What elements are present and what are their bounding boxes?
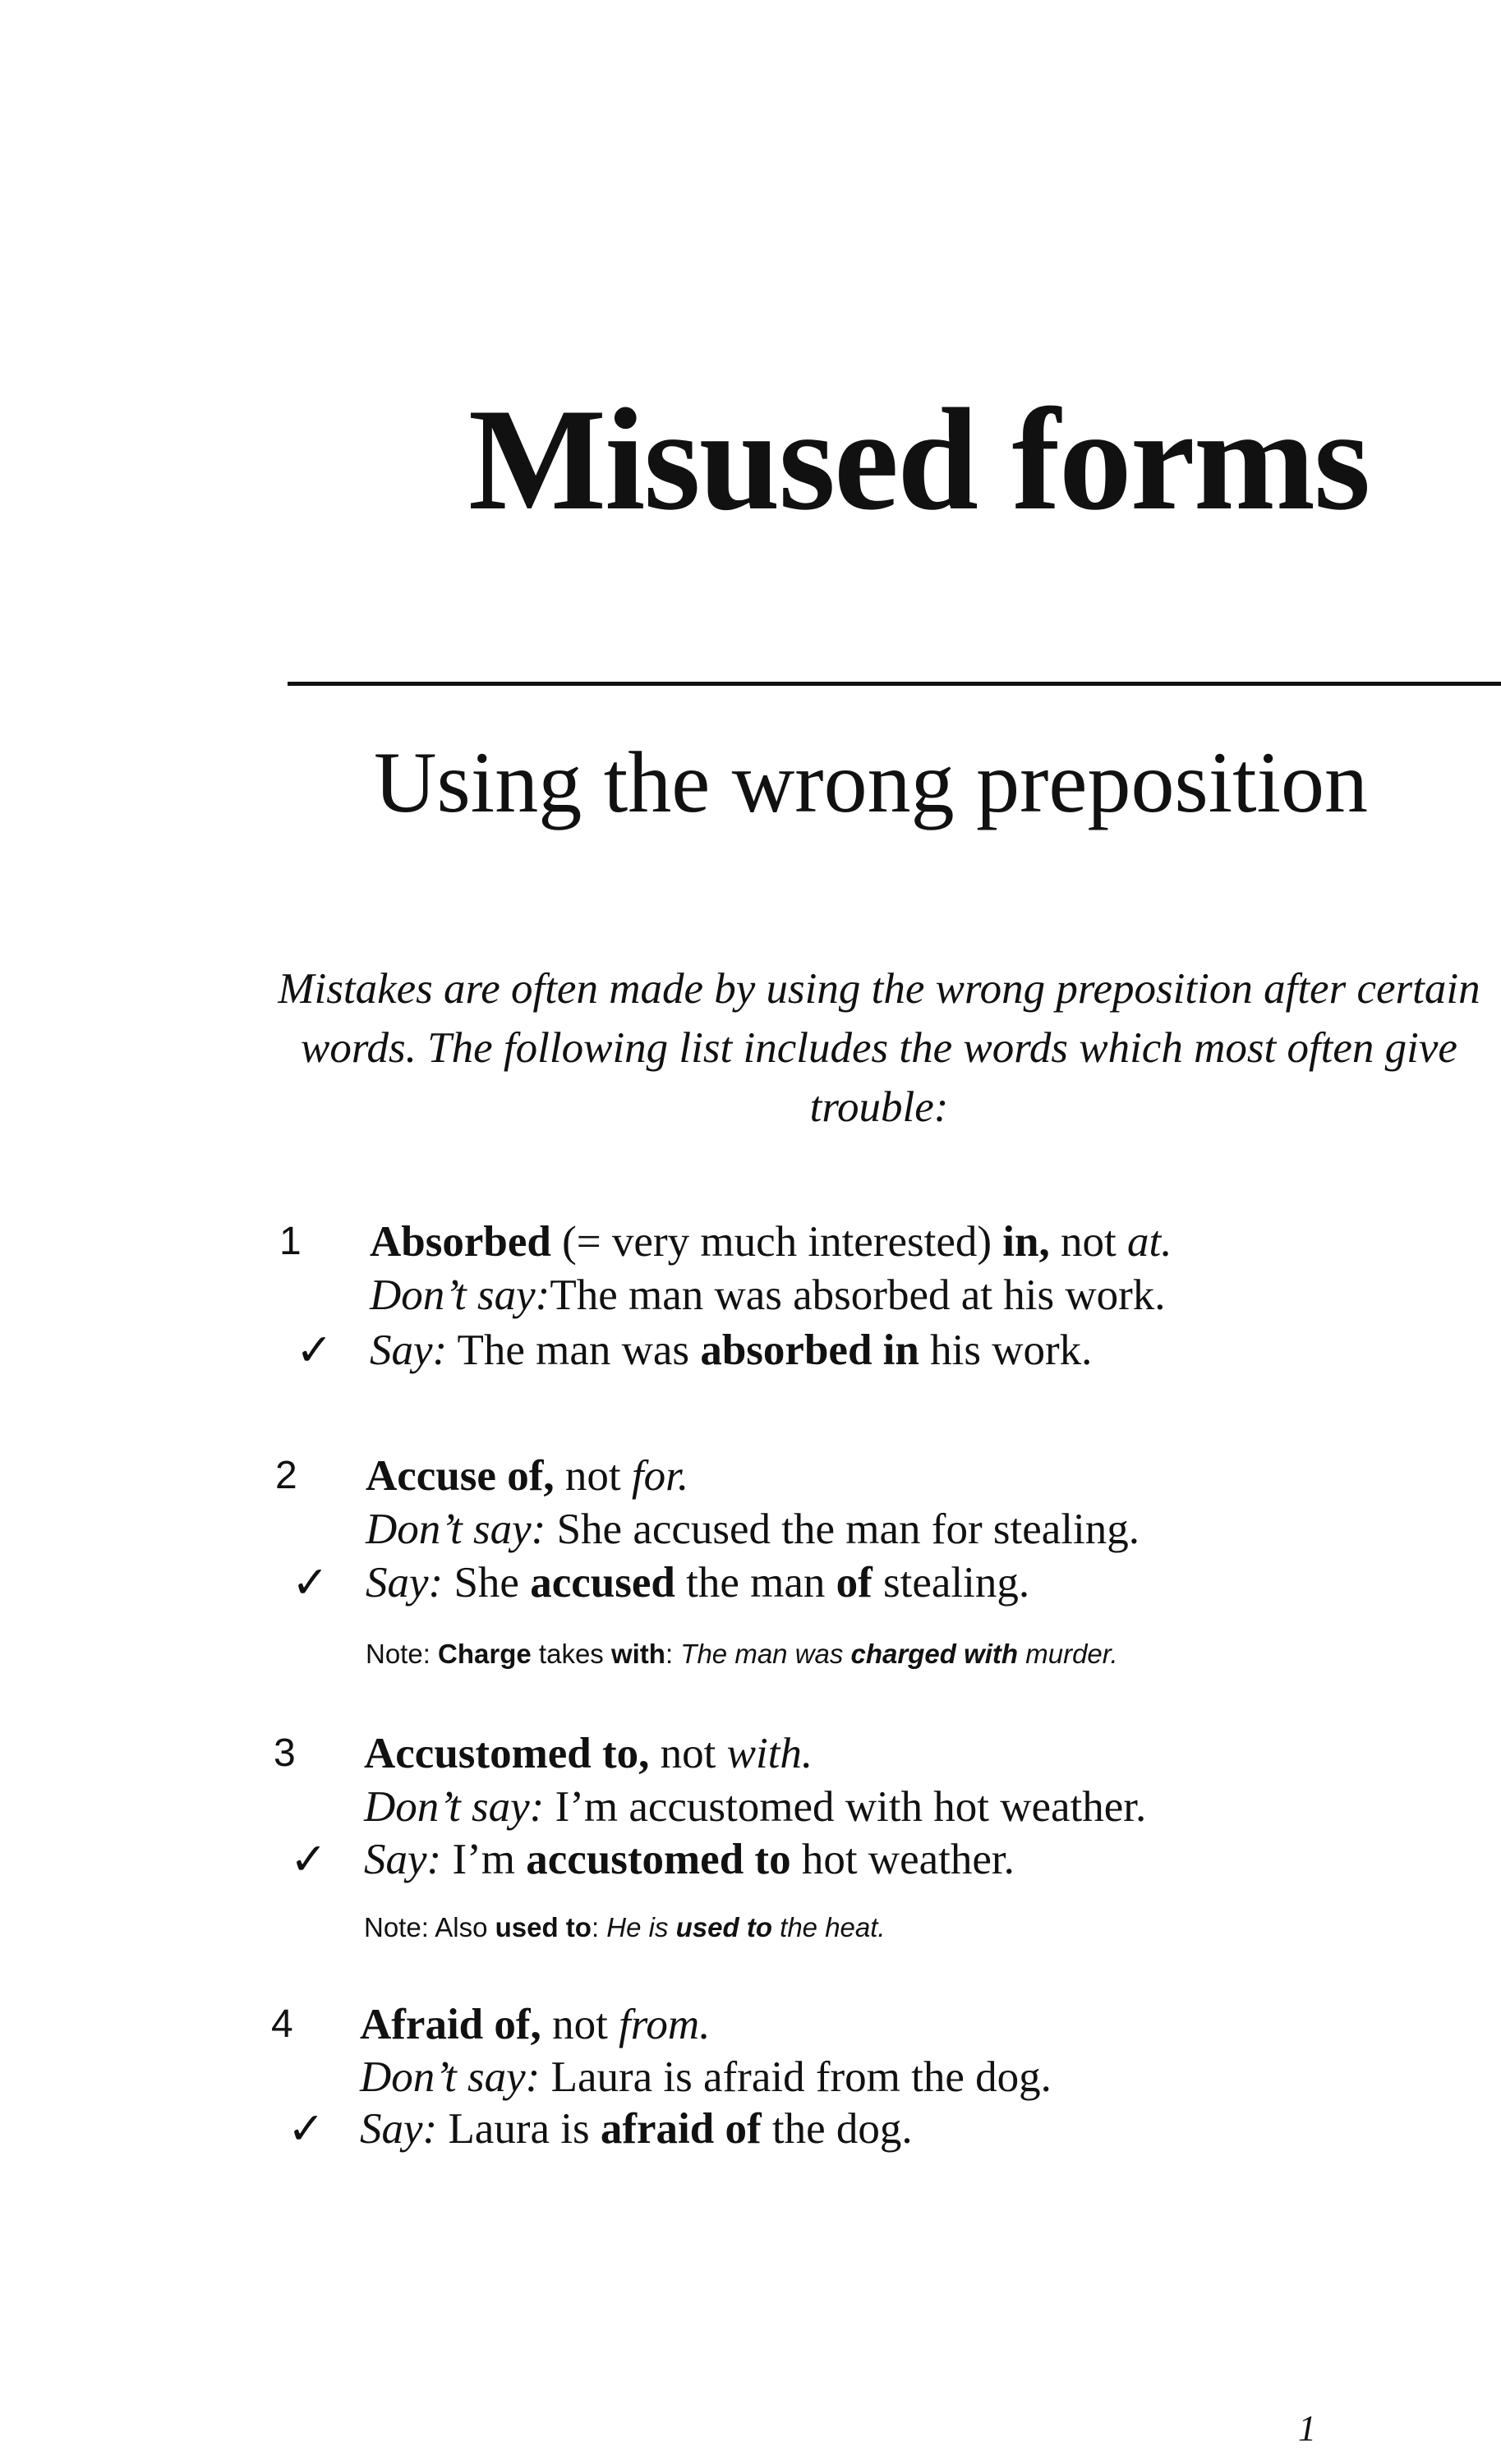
- wrong-preposition: with.: [726, 1730, 813, 1777]
- entry-heading: Afraid of, not from.: [360, 2001, 711, 2048]
- entry-heading: Accuse of, not for.: [366, 1452, 689, 1500]
- dont-say-sentence: Laura is afraid from the dog.: [540, 2053, 1052, 2101]
- dont-say-line: [366, 1503, 1140, 1556]
- wrong-preposition: for.: [631, 1452, 689, 1500]
- entry-number: 4: [271, 2002, 293, 2046]
- intro-paragraph: Mistakes are often made by using the wrong preposition after certain words. The following list includes the words which most often give trouble:: [278, 965, 1480, 1131]
- dont-say-label: Don’t say:: [366, 1506, 546, 1553]
- entry-heading: Accustomed to, not with.: [364, 1730, 813, 1777]
- say-line: Say: She accused the man of stealing.: [366, 1559, 1030, 1607]
- dont-say-line: [370, 1269, 1166, 1322]
- section-title: Using the wrong preposition: [374, 734, 1369, 830]
- say-label: Say:: [366, 1559, 444, 1607]
- entry-number: 1: [279, 1220, 302, 1263]
- dont-say-label: Don’t say:: [364, 1783, 545, 1831]
- dont-say-line: [364, 1781, 1146, 1833]
- entry-heading: Absorbed (= very much interested) in, not at.: [370, 1218, 1172, 1266]
- preposition: in,: [1002, 1218, 1050, 1266]
- dont-say-sentence: The man was absorbed at his work.: [550, 1271, 1166, 1319]
- dont-say-sentence: She accused the man for stealing.: [546, 1506, 1140, 1553]
- check-icon: ✓: [288, 2104, 325, 2154]
- say-label: Say:: [360, 2105, 438, 2153]
- note: Note: Also used to: He is used to the heat.: [364, 1912, 886, 1942]
- say-line: Say: The man was absorbed in his work.: [370, 1326, 1093, 1374]
- entry-number: 3: [274, 1731, 296, 1775]
- dont-say-label: Don’t say:: [360, 2053, 541, 2101]
- headword: Accustomed to,: [364, 1730, 650, 1777]
- headword: Absorbed: [370, 1218, 551, 1266]
- note: Note: Charge takes with: The man was charged with murder.: [366, 1639, 1118, 1669]
- dont-say-label: Don’t say:: [370, 1271, 550, 1319]
- check-icon: ✓: [296, 1326, 334, 1375]
- say-line: Say: I’m accustomed to hot weather.: [364, 1836, 1015, 1883]
- check-icon: ✓: [292, 1558, 329, 1607]
- entry-number: 2: [275, 1454, 297, 1497]
- check-icon: ✓: [290, 1835, 328, 1884]
- wrong-preposition: at.: [1126, 1218, 1172, 1266]
- dont-say-sentence: I’m accustomed with hot weather.: [544, 1783, 1147, 1831]
- dont-say-line: [360, 2051, 1052, 2103]
- say-label: Say:: [370, 1326, 448, 1374]
- page-number: 1: [1298, 2408, 1316, 2448]
- headword: Accuse of,: [366, 1452, 555, 1500]
- chapter-title: Misused forms: [468, 378, 1370, 540]
- say-line: Say: Laura is afraid of the dog.: [360, 2105, 913, 2153]
- headword: Afraid of,: [360, 2001, 541, 2048]
- say-label: Say:: [364, 1836, 442, 1883]
- title-divider: [288, 682, 1501, 686]
- wrong-preposition: from.: [619, 2001, 711, 2048]
